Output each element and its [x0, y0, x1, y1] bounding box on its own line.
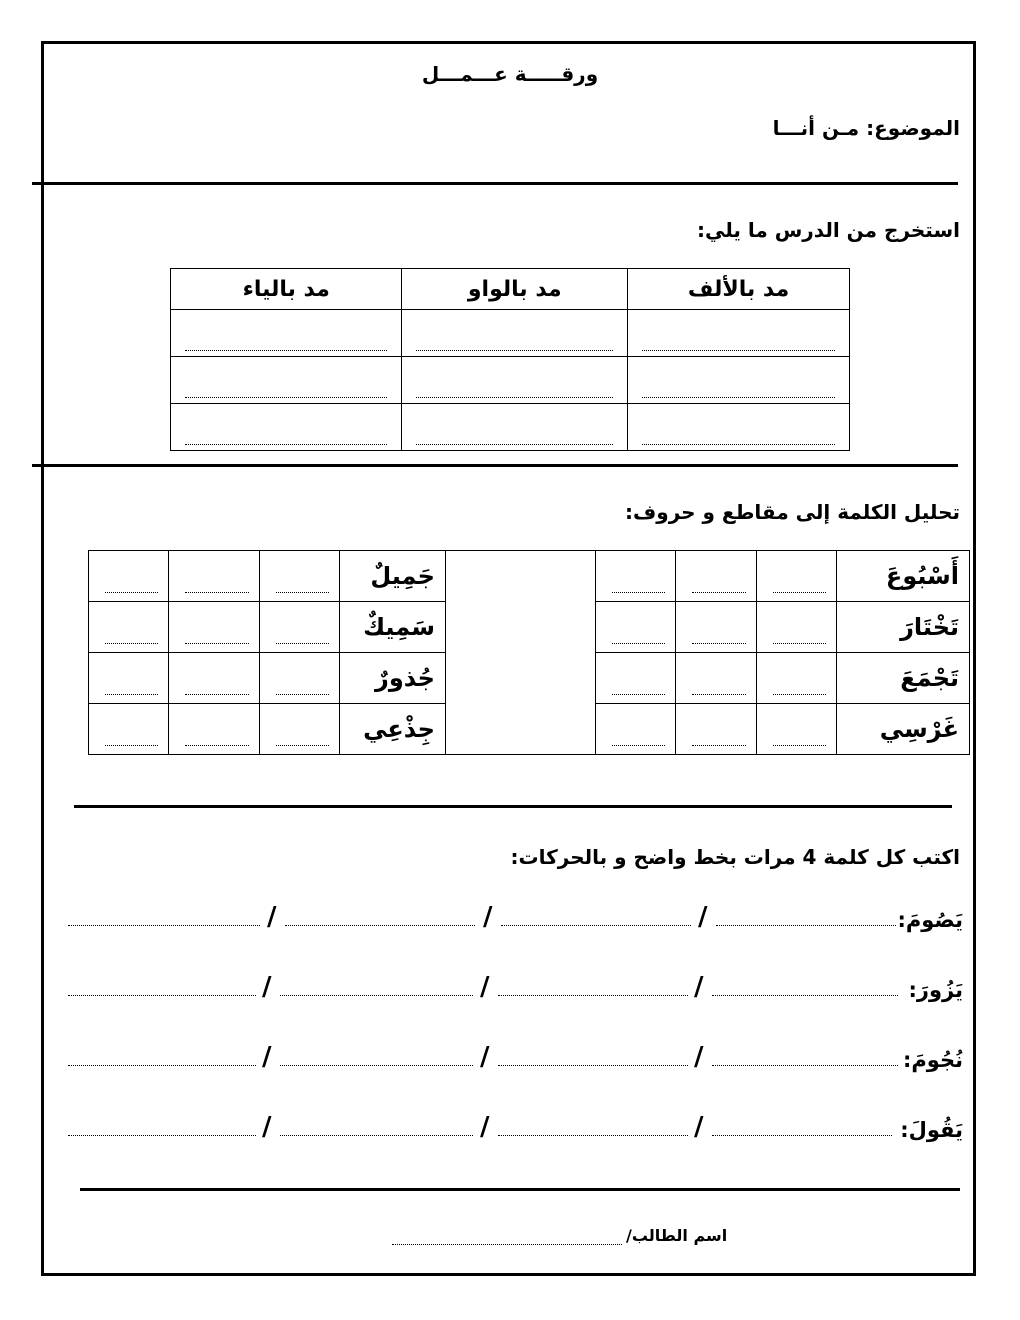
write-blank[interactable] — [712, 995, 898, 996]
slash: / — [480, 1042, 490, 1072]
write-blank[interactable] — [501, 925, 691, 926]
blank-cell[interactable] — [169, 602, 260, 653]
answer-cell[interactable] — [171, 310, 402, 357]
slash: / — [694, 1042, 704, 1072]
slash: / — [483, 902, 493, 932]
blank-cell[interactable] — [259, 704, 339, 755]
answer-cell[interactable] — [628, 357, 850, 404]
word-cell: غَرْسِي — [836, 704, 969, 755]
section1-instruction: استخرج من الدرس ما يلي: — [696, 218, 960, 242]
blank-cell[interactable] — [756, 704, 836, 755]
word-label: نُجُومَ: — [903, 1048, 963, 1072]
word-cell: تَجْمَعَ — [836, 653, 969, 704]
answer-cell[interactable] — [171, 357, 402, 404]
write-blank[interactable] — [712, 1065, 898, 1066]
word-cell: سَمِيكٌ — [339, 602, 445, 653]
blank-cell[interactable] — [89, 602, 169, 653]
word-label: يَصُومَ: — [897, 908, 963, 932]
write-blank[interactable] — [68, 995, 256, 996]
blank-cell[interactable] — [259, 551, 339, 602]
blank-cell[interactable] — [596, 551, 676, 602]
spacer-cell — [445, 653, 595, 704]
syllable-table — [88, 550, 970, 755]
slash: / — [267, 902, 277, 932]
write-blank[interactable] — [498, 1065, 688, 1066]
blank-cell[interactable] — [676, 653, 756, 704]
write-blank[interactable] — [68, 1135, 256, 1136]
madd-table — [170, 268, 850, 451]
word-cell: جُذورٌ — [339, 653, 445, 704]
divider — [32, 464, 958, 467]
blank-cell[interactable] — [676, 704, 756, 755]
page-title: ورقـــــة عـــمـــل — [421, 62, 599, 86]
section2-instruction: تحليل الكلمة إلى مقاطع و حروف: — [625, 500, 960, 524]
col-header-alif: مد بالألف — [628, 269, 850, 310]
write-blank[interactable] — [68, 925, 260, 926]
slash: / — [694, 1112, 704, 1142]
spacer-cell — [445, 602, 595, 653]
word-label: يَقُولَ: — [900, 1118, 963, 1142]
slash: / — [262, 1112, 272, 1142]
write-blank[interactable] — [280, 995, 473, 996]
word-label: يَزُورَ: — [908, 978, 963, 1002]
divider — [74, 805, 952, 808]
answer-cell[interactable] — [171, 404, 402, 451]
writing-line — [68, 1108, 963, 1142]
divider — [80, 1188, 960, 1191]
slash: / — [262, 972, 272, 1002]
blank-cell[interactable] — [756, 551, 836, 602]
write-blank[interactable] — [712, 1135, 892, 1136]
blank-cell[interactable] — [596, 602, 676, 653]
blank-cell[interactable] — [89, 551, 169, 602]
col-header-waw: مد بالواو — [402, 269, 628, 310]
col-header-yaa: مد بالياء — [171, 269, 402, 310]
word-cell: أَسْبُوعَ — [836, 551, 969, 602]
writing-line — [68, 898, 963, 932]
word-cell: جَمِيلٌ — [339, 551, 445, 602]
blank-cell[interactable] — [89, 653, 169, 704]
blank-cell[interactable] — [596, 653, 676, 704]
blank-cell[interactable] — [169, 551, 260, 602]
slash: / — [480, 1112, 490, 1142]
blank-cell[interactable] — [169, 704, 260, 755]
student-name-label: اسم الطالب/ — [626, 1226, 728, 1245]
answer-cell[interactable] — [402, 357, 628, 404]
write-blank[interactable] — [716, 925, 896, 926]
blank-cell[interactable] — [259, 653, 339, 704]
blank-cell[interactable] — [596, 704, 676, 755]
write-blank[interactable] — [68, 1065, 256, 1066]
section3-instruction: اكتب كل كلمة 4 مرات بخط واضح و بالحركات: — [510, 845, 960, 869]
blank-cell[interactable] — [169, 653, 260, 704]
word-cell: جِذْعِي — [339, 704, 445, 755]
slash: / — [698, 902, 708, 932]
blank-cell[interactable] — [676, 602, 756, 653]
divider — [32, 182, 958, 185]
writing-line — [68, 1038, 963, 1072]
write-blank[interactable] — [498, 1135, 688, 1136]
write-blank[interactable] — [498, 995, 688, 996]
answer-cell[interactable] — [628, 310, 850, 357]
answer-cell[interactable] — [402, 404, 628, 451]
blank-cell[interactable] — [676, 551, 756, 602]
subject-line: الموضوع: مـن أنـــا — [772, 116, 960, 140]
write-blank[interactable] — [280, 1065, 473, 1066]
blank-cell[interactable] — [756, 602, 836, 653]
spacer-cell — [445, 704, 595, 755]
write-blank[interactable] — [280, 1135, 473, 1136]
blank-cell[interactable] — [89, 704, 169, 755]
slash: / — [694, 972, 704, 1002]
blank-cell[interactable] — [259, 602, 339, 653]
student-name-field[interactable] — [392, 1244, 622, 1245]
blank-cell[interactable] — [756, 653, 836, 704]
write-blank[interactable] — [285, 925, 475, 926]
slash: / — [480, 972, 490, 1002]
slash: / — [262, 1042, 272, 1072]
writing-line — [68, 968, 963, 1002]
spacer-cell — [445, 551, 595, 602]
answer-cell[interactable] — [628, 404, 850, 451]
answer-cell[interactable] — [402, 310, 628, 357]
word-cell: تَخْتَارَ — [836, 602, 969, 653]
